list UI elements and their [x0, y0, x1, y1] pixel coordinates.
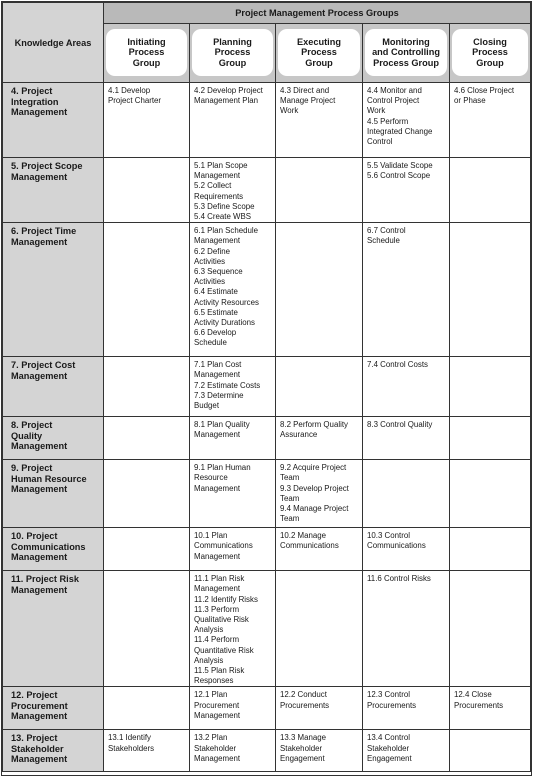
- table-row: [3, 528, 531, 571]
- table-title: Project Management Process Groups: [104, 3, 531, 24]
- process-cell: 8.1 Plan Quality Management: [190, 417, 276, 460]
- process-cell: 12.3 Control Procurements: [363, 687, 450, 730]
- group-executing: [276, 24, 363, 83]
- table-row: [3, 83, 531, 158]
- process-cell: 10.1 Plan Communications Management: [190, 528, 276, 571]
- process-cell: 13.2 Plan Stakeholder Management: [190, 730, 276, 772]
- process-cell: [104, 417, 190, 460]
- process-cell: 8.2 Perform Quality Assurance: [276, 417, 363, 460]
- process-cell: 9.1 Plan Human Resource Management: [190, 460, 276, 528]
- group-label: Planning Process Group: [192, 29, 273, 76]
- process-cell: 6.7 Control Schedule: [363, 223, 450, 357]
- process-cell: 4.3 Direct and Manage Project Work: [276, 83, 363, 158]
- group-label: Monitoring and Controlling Process Group: [365, 29, 447, 76]
- table-row: [3, 158, 531, 223]
- process-cell: 11.1 Plan Risk Management 11.2 Identify Risks 11.3 Perform Qualitative Risk Analysis 11.4 Perform Quantitative Risk Analysis 11.5 Plan Risk Responses: [190, 571, 276, 687]
- knowledge-area-cell: 6. Project Time Management: [3, 223, 104, 357]
- process-cell: [276, 158, 363, 223]
- knowledge-area-cell: 4. Project Integration Management: [3, 83, 104, 158]
- knowledge-area-cell: 9. Project Human Resource Management: [3, 460, 104, 528]
- process-cell: [450, 460, 531, 528]
- process-cell: [450, 357, 531, 417]
- process-cell: [104, 571, 190, 687]
- process-cell: 10.3 Control Communications: [363, 528, 450, 571]
- table-row: [3, 571, 531, 687]
- process-cell: [450, 730, 531, 772]
- knowledge-area-cell: 5. Project Scope Management: [3, 158, 104, 223]
- process-cell: 12.2 Conduct Procurements: [276, 687, 363, 730]
- group-label: Closing Process Group: [452, 29, 528, 76]
- knowledge-areas-label: Knowledge Areas: [14, 37, 92, 48]
- knowledge-area-cell: 13. Project Stakeholder Management: [3, 730, 104, 772]
- process-cell: 11.6 Control Risks: [363, 571, 450, 687]
- knowledge-areas-header: [3, 3, 104, 83]
- group-initiating: [104, 24, 190, 83]
- process-cell: [276, 571, 363, 687]
- process-cell: 6.1 Plan Schedule Management 6.2 Define Activities 6.3 Sequence Activities 6.4 Estimate Activity Resources 6.5 Estimate Activity Durations 6.6 Develop Schedule: [190, 223, 276, 357]
- group-closing: [450, 24, 531, 83]
- process-cell: 7.4 Control Costs: [363, 357, 450, 417]
- process-cell: [104, 460, 190, 528]
- process-cell: [450, 528, 531, 571]
- process-cell: 8.3 Control Quality: [363, 417, 450, 460]
- process-cell: 4.6 Close Project or Phase: [450, 83, 531, 158]
- process-cell: 12.4 Close Procurements: [450, 687, 531, 730]
- group-label: Executing Process Group: [278, 29, 360, 76]
- process-cell: [450, 417, 531, 460]
- process-cell: [104, 223, 190, 357]
- knowledge-area-cell: 7. Project Cost Management: [3, 357, 104, 417]
- process-cell: [104, 528, 190, 571]
- process-cell: 13.1 Identify Stakeholders: [104, 730, 190, 772]
- process-cell: 13.3 Manage Stakeholder Engagement: [276, 730, 363, 772]
- process-cell: 12.1 Plan Procurement Management: [190, 687, 276, 730]
- title-row: [3, 3, 531, 24]
- process-cell: 13.4 Control Stakeholder Engagement: [363, 730, 450, 772]
- process-cell: [104, 158, 190, 223]
- knowledge-area-cell: 12. Project Procurement Management: [3, 687, 104, 730]
- process-cell: 10.2 Manage Communications: [276, 528, 363, 571]
- process-cell: [276, 357, 363, 417]
- process-cell: [363, 460, 450, 528]
- knowledge-area-cell: 11. Project Risk Management: [3, 571, 104, 687]
- process-cell: 9.2 Acquire Project Team 9.3 Develop Project Team 9.4 Manage Project Team: [276, 460, 363, 528]
- knowledge-area-cell: 10. Project Communications Management: [3, 528, 104, 571]
- table-row: [3, 357, 531, 417]
- process-cell: [450, 158, 531, 223]
- process-cell: [450, 571, 531, 687]
- group-monitoring: [363, 24, 450, 83]
- process-cell: [276, 223, 363, 357]
- process-cell: 4.2 Develop Project Management Plan: [190, 83, 276, 158]
- process-groups-table-frame: [1, 1, 532, 776]
- table-row: [3, 223, 531, 357]
- process-cell: 5.5 Validate Scope 5.6 Control Scope: [363, 158, 450, 223]
- process-cell: 4.4 Monitor and Control Project Work 4.5 Perform Integrated Change Control: [363, 83, 450, 158]
- table-row: [3, 730, 531, 772]
- group-planning: [190, 24, 276, 83]
- process-groups-table: [2, 2, 531, 772]
- process-cell: [104, 687, 190, 730]
- knowledge-area-cell: 8. Project Quality Management: [3, 417, 104, 460]
- process-cell: [104, 357, 190, 417]
- process-cell: 5.1 Plan Scope Management 5.2 Collect Requirements 5.3 Define Scope 5.4 Create WBS: [190, 158, 276, 223]
- process-cell: 7.1 Plan Cost Management 7.2 Estimate Costs 7.3 Determine Budget: [190, 357, 276, 417]
- table-row: [3, 460, 531, 528]
- group-label: Initiating Process Group: [106, 29, 187, 76]
- table-row: [3, 687, 531, 730]
- table-row: [3, 417, 531, 460]
- process-cell: 4.1 Develop Project Charter: [104, 83, 190, 158]
- process-cell: [450, 223, 531, 357]
